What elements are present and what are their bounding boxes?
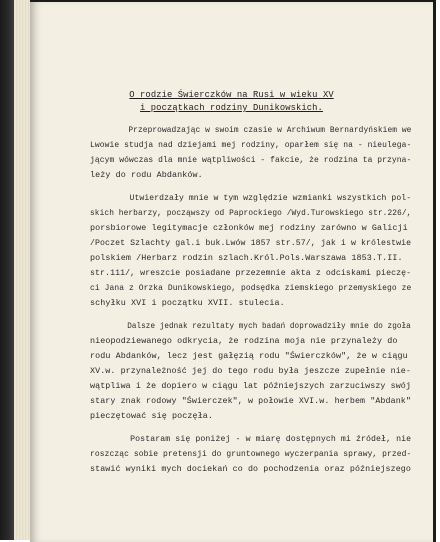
title-line-1: O rodzie Świerczków na Rusi w wieku XV [129,90,334,100]
text-line: Przeprowadzając w swoim czasie w Archiwum Bernardyńskiem we [90,125,412,135]
text-line: XV.w. przynależność jej do tego rodu była jeszcze zupełnie nie- [90,366,411,376]
title-line-2: i początkach rodziny Dunikowskich. [140,103,323,113]
text-line: Lwowie studja nad dziejami mej rodziny, oparłem się na - nieulega- [90,140,412,150]
text-line: pieczętować się poczęła. [90,411,214,421]
text-line: stawić wyniki mych dociekań co do pochodzenia oraz późniejszego [90,464,411,474]
text-line: ci Jana z Orzka Dunikowskiego, podsędka ziemskiego przemyskiego ze [90,283,412,293]
text-line: roszcząc sobie pretensji do gruntownego wyczerpania sprawy, przed- [90,449,412,459]
text-line: Postaram się poniżej - w miarę dostępnych mi źródeł, nie [90,434,412,444]
text-line: polskiem /Herbarz rodzin szlach.Król.Pols.Warszawa 1853.T.II. [90,253,403,263]
text-line: /Poczet Szlachty gal.i buk.Lwów 1857 str.57/, jak i w królestwie [90,238,412,248]
text-line: nieopodziewanego odkrycia, że rodzina moja nie przynależy do [90,336,398,346]
text-line: wątpliwa i że dopiero w ciągu lat późniejszych zarzuciwszy swój [90,381,411,391]
text-line: skich herbarzy, począwszy od Paprockiego /Wyd.Turowskiego str.226/, [90,208,412,218]
text-line: stary znak rodowy "Świerczek", w połowie XVI.w. herbem "Abdank" [90,396,411,406]
text-line: leży do rodu Abdanków. [90,170,203,180]
text-line: rodu Abdanków, lecz jest gałęzią rodu "Świerczków", że w ciągu [90,351,408,361]
page-text [30,2,433,542]
text-line: Utwierdzały mnie w tym względzie wzmianki wszystkich pol- [90,193,412,203]
text-line: jącym wówczas dla mnie wątpliwości - fakcie, że rodzina ta przyna- [90,155,412,165]
text-line: Dalsze jednak rezultaty mych badań doprowadziły mnie do zgoła [90,321,411,331]
typewritten-page [30,0,436,542]
text-line: str.111/, wreszcie posiadane przezemnie akta z odciskami pieczę- [90,268,412,278]
text-line: schyłku XVI i początku XVII. stulecia. [90,298,285,308]
text-line: porsbiorowe legitymacje członków mej rodziny zarówno w Galicji [90,223,408,233]
